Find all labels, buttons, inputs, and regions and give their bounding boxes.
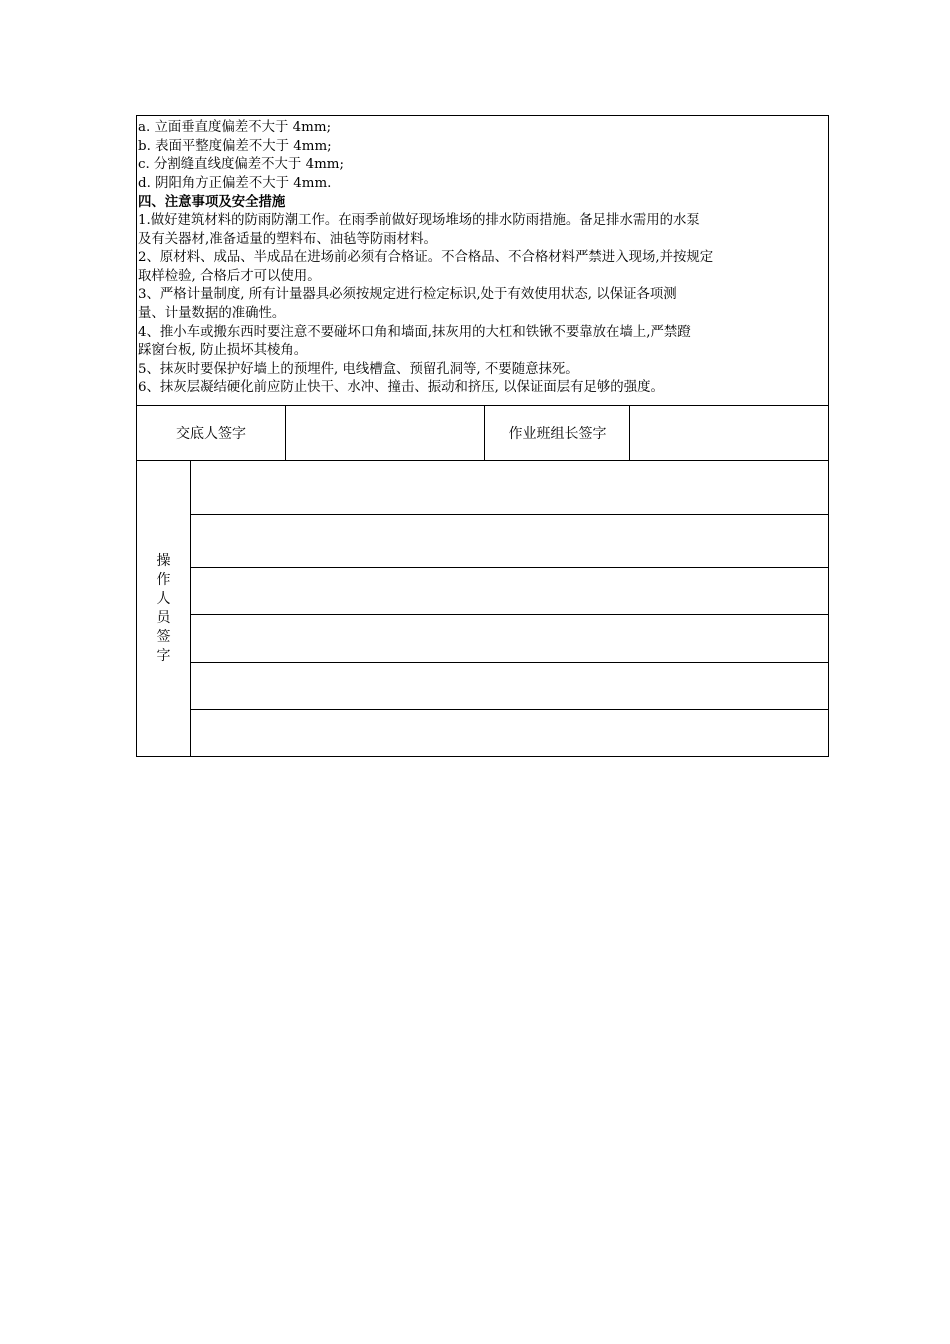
disclosure-form	[136, 115, 829, 757]
operator-signature-row[interactable]	[192, 568, 827, 613]
tolerance-item-d: d. 阴阳角方正偏差不大于 4mm.	[138, 175, 332, 191]
divider-line	[285, 405, 286, 460]
note-line: 踩窗台板, 防止损坏其棱角。	[138, 343, 308, 359]
section-heading: 四、注意事项及安全措施	[138, 194, 286, 211]
discloser-signature-label: 交底人签字	[176, 425, 246, 442]
label-char: 操	[156, 552, 171, 569]
operator-signature-row[interactable]	[192, 615, 827, 661]
team-leader-signature-label: 作业班组长签字	[508, 425, 607, 442]
label-char: 签	[156, 628, 171, 645]
label-char: 人	[156, 590, 171, 607]
note-line: 4、推小车或搬东西时要注意不要碰坏口角和墙面,抹灰用的大杠和铁锹不要靠放在墙上,严禁蹬	[138, 324, 691, 340]
note-line: 取样检验, 合格后才可以使用。	[138, 268, 321, 284]
tolerance-item-c: c. 分割缝直线度偏差不大于 4mm;	[138, 157, 344, 173]
note-line: 2、原材料、成品、半成品在进场前必须有合格证。不合格品、不合格材料严禁进入现场,并按规定	[138, 250, 714, 266]
note-line: 量、计量数据的准确性。	[138, 305, 286, 321]
operators-signature-label	[137, 461, 190, 756]
note-line: 6、抹灰层凝结硬化前应防止快干、水冲、撞击、振动和挤压, 以保证面层有足够的强度。	[138, 380, 664, 396]
label-char: 字	[156, 647, 171, 664]
divider-line	[629, 405, 630, 460]
label-char: 员	[156, 609, 171, 626]
team-leader-signature-field[interactable]	[631, 406, 827, 459]
note-line: 3、严格计量制度, 所有计量器具必须按规定进行检定标识,处于有效使用状态, 以保证各项测	[138, 287, 677, 303]
operator-signature-row[interactable]	[192, 515, 827, 566]
label-char: 作	[156, 571, 171, 588]
operator-signature-row[interactable]	[192, 663, 827, 708]
technical-text-block	[137, 116, 828, 405]
tolerance-item-b: b. 表面平整度偏差不大于 4mm;	[138, 138, 332, 154]
discloser-signature-field[interactable]	[287, 406, 483, 459]
note-line: 1.做好建筑材料的防雨防潮工作。在雨季前做好现场堆场的排水防雨措施。备足排水需用的水泵	[138, 212, 700, 228]
divider-line	[484, 405, 485, 460]
note-line: 及有关器材,准备适量的塑料布、油毡等防雨材料。	[138, 231, 437, 247]
tolerance-item-a: a. 立面垂直度偏差不大于 4mm;	[138, 120, 332, 135]
divider-line	[190, 460, 191, 757]
note-line: 5、抹灰时要保护好墙上的预埋件, 电线槽盒、预留孔洞等, 不要随意抹死。	[138, 361, 579, 377]
operator-signature-row[interactable]	[192, 710, 827, 755]
operator-signature-row[interactable]	[192, 461, 827, 513]
